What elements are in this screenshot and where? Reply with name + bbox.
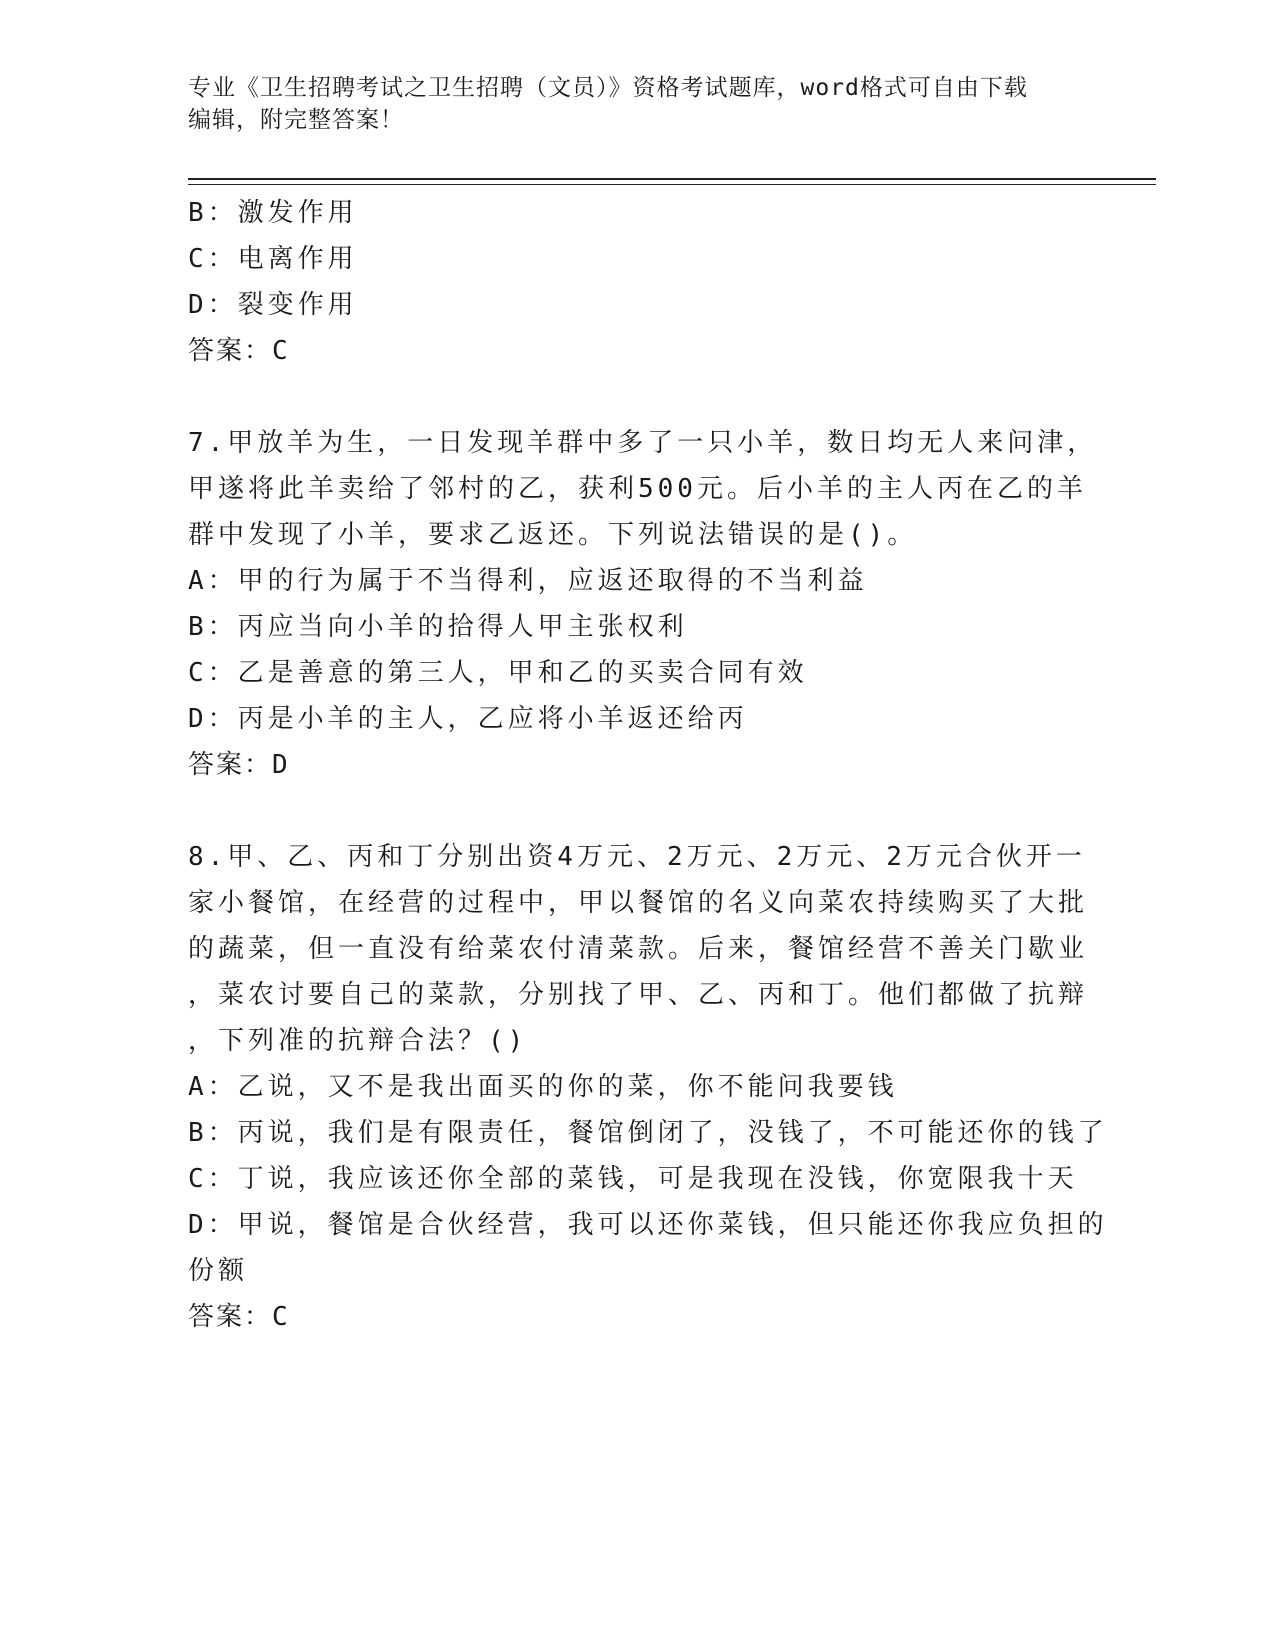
header-rule-thin <box>188 184 1156 185</box>
option-b: B：丙应当向小羊的拾得人甲主张权利 <box>188 612 688 642</box>
question-stem-line: 甲遂将此羊卖给了邻村的乙，获利500元。后小羊的主人丙在乙的羊 <box>188 474 1087 504</box>
question-stem-line: 家小餐馆，在经营的过程中，甲以餐馆的名义向菜农持续购买了大批 <box>188 888 1089 918</box>
question-stem-line: 的蔬菜，但一直没有给菜农付清菜款。后来，餐馆经营不善关门歇业 <box>188 934 1089 964</box>
option-b: B：激发作用 <box>188 198 358 228</box>
previous-question-tail <box>188 190 1088 374</box>
option-d: D：丙是小羊的主人，乙应将小羊返还给丙 <box>188 704 748 734</box>
answer: 答案：C <box>188 1302 290 1332</box>
header-line-2: 编辑，附完整答案！ <box>188 107 404 133</box>
question-stem-line: 群中发现了小羊，要求乙返还。下列说法错误的是()。 <box>188 520 918 550</box>
header-line-1: 专业《卫生招聘考试之卫生招聘（文员）》资格考试题库，word格式可自由下载 <box>188 75 1028 101</box>
option-c: C：电离作用 <box>188 244 358 274</box>
header-rule-thick <box>188 178 1156 180</box>
option-a: A：甲的行为属于不当得利，应返还取得的不当利益 <box>188 566 868 596</box>
option-d: D：甲说，餐馆是合伙经营，我可以还你菜钱，但只能还你我应负担的 <box>188 1210 1108 1240</box>
answer: 答案：C <box>188 336 290 366</box>
question-content <box>188 190 1108 1340</box>
question-8 <box>188 834 1108 1340</box>
answer: 答案：D <box>188 750 290 780</box>
question-stem-line: 8.甲、乙、丙和丁分别出资4万元、2万元、2万元、2万元合伙开一 <box>188 842 1086 872</box>
question-7 <box>188 420 1098 788</box>
option-d: D：裂变作用 <box>188 290 358 320</box>
option-a: A：乙说，又不是我出面买的你的菜，你不能问我要钱 <box>188 1072 898 1102</box>
option-c: C：丁说，我应该还你全部的菜钱，可是我现在没钱，你宽限我十天 <box>188 1164 1078 1194</box>
document-header <box>188 72 1068 136</box>
option-c: C：乙是善意的第三人，甲和乙的买卖合同有效 <box>188 658 808 688</box>
option-b: B：丙说，我们是有限责任，餐馆倒闭了，没钱了，不可能还你的钱了 <box>188 1118 1108 1148</box>
question-stem-line: 7.甲放羊为生，一日发现羊群中多了一只小羊，数日均无人来问津， <box>188 428 1098 458</box>
question-stem-line: ，菜农讨要自己的菜款，分别找了甲、乙、丙和丁。他们都做了抗辩 <box>188 980 1089 1010</box>
option-d-continued: 份额 <box>188 1256 249 1286</box>
question-stem-line: ，下列准的抗辩合法？() <box>188 1026 528 1056</box>
